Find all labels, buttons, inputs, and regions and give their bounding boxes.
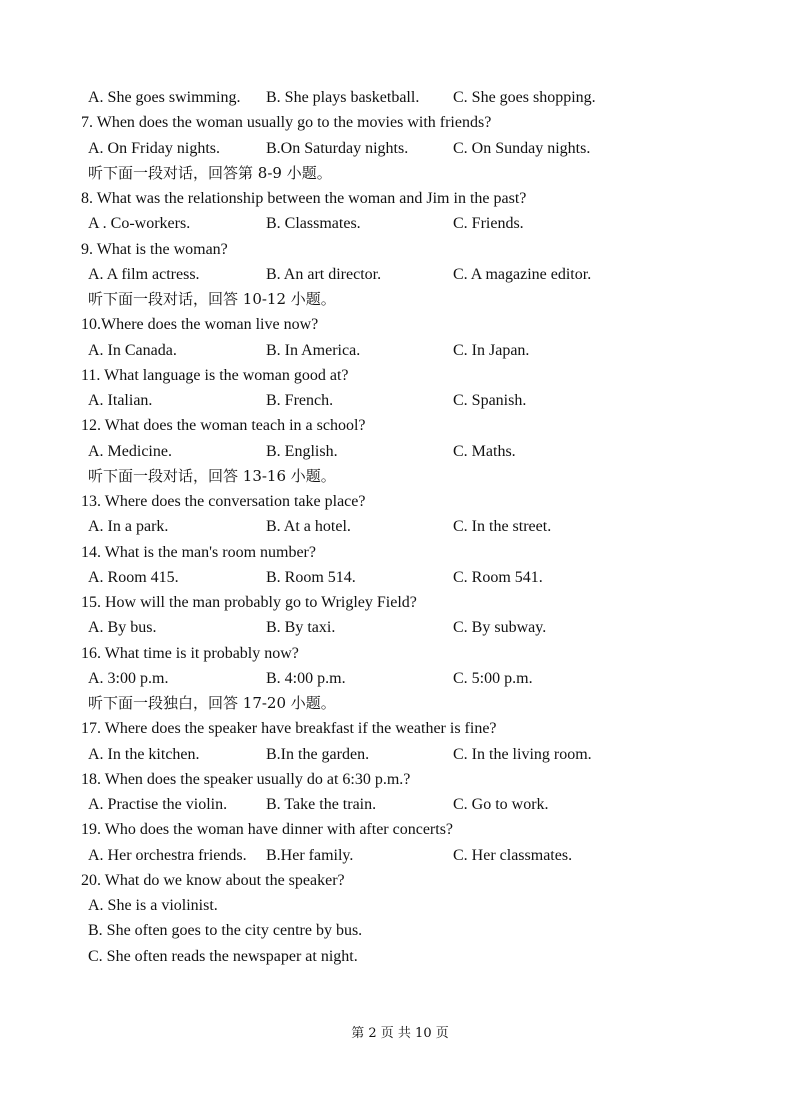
option-b: B. Room 514.: [266, 568, 356, 586]
question-text: 11. What language is the woman good at?: [81, 366, 349, 384]
option-c: C. Maths.: [453, 442, 516, 460]
question-text: 18. When does the speaker usually do at 6:30 p.m.?: [81, 770, 411, 788]
option-b: B. By taxi.: [266, 619, 336, 637]
option-a: A. Italian.: [88, 392, 153, 409]
options-row: [0, 338, 800, 363]
question-text: 7. When does the woman usually go to the movies with friends?: [81, 114, 492, 132]
question-text: 8. What was the relationship between the woman and Jim in the past?: [81, 190, 527, 207]
option-c: C. Her classmates.: [453, 846, 573, 864]
options-row: [0, 439, 800, 464]
option-a: A. In a park.: [88, 518, 169, 536]
option-b: B. 4:00 p.m.: [266, 669, 346, 687]
question-text: 16. What time is it probably now?: [81, 644, 299, 662]
options-row: [0, 211, 800, 236]
option-c: C. 5:00 p.m.: [453, 669, 533, 687]
option-a: A. Her orchestra friends.: [88, 846, 247, 864]
section-instruction: 听下面一段对话，回答第 8-9 小题。: [88, 163, 332, 182]
question-text: 10.Where does the woman live now?: [81, 316, 319, 334]
option-c: C. A magazine editor.: [453, 265, 592, 283]
option-b: B. English.: [266, 442, 338, 460]
question-text: 12. What does the woman teach in a school?: [81, 417, 366, 435]
options-row: [0, 615, 800, 640]
option-a: A. Medicine.: [88, 442, 172, 460]
option-c: C. Go to work.: [453, 796, 549, 813]
option-b: B. She plays basketball.: [266, 89, 420, 106]
options-row: [0, 666, 800, 691]
option-b: B. At a hotel.: [266, 518, 351, 536]
options-row: [0, 792, 800, 817]
section-instruction: 听下面一段对话，回答 10-12 小题。: [88, 290, 336, 308]
question-text: 20. What do we know about the speaker?: [81, 871, 345, 889]
option-b: B.In the garden.: [266, 745, 370, 763]
section-instruction: 听下面一段对话，回答 13-16 小题。: [88, 466, 336, 485]
question-text: 13. Where does the conversation take place?: [81, 493, 366, 510]
option-b: B. French.: [266, 392, 334, 409]
option-text: C. She often reads the newspaper at night.: [88, 947, 358, 965]
option-c: C. Room 541.: [453, 568, 543, 586]
options-row: [0, 262, 800, 287]
option-b: B. An art director.: [266, 265, 382, 283]
option-a: A. On Friday nights.: [88, 139, 220, 157]
section-instruction: 听下面一段独白，回答 17-20 小题。: [88, 694, 336, 712]
option-a: A. A film actress.: [88, 265, 200, 283]
option-a: A . Co-workers.: [88, 215, 191, 233]
option-line: [0, 893, 800, 918]
option-c: C. By subway.: [453, 619, 547, 637]
option-a: A. 3:00 p.m.: [88, 669, 169, 687]
option-a: A. Practise the violin.: [88, 796, 228, 813]
option-text: A. She is a violinist.: [88, 897, 218, 914]
question-text: 15. How will the man probably go to Wrigley Field?: [81, 594, 417, 611]
question-text: 14. What is the man's room number?: [81, 543, 316, 561]
option-a: A. In the kitchen.: [88, 745, 200, 763]
option-b: B. In America.: [266, 341, 361, 359]
option-b: B. Take the train.: [266, 796, 377, 813]
option-c: C. In Japan.: [453, 341, 530, 359]
options-row: [0, 843, 800, 868]
option-c: C. Friends.: [453, 215, 524, 233]
option-c: C. In the street.: [453, 518, 552, 536]
option-a: A. By bus.: [88, 619, 157, 637]
question-text: 19. Who does the woman have dinner with after concerts?: [81, 821, 454, 839]
option-a: A. In Canada.: [88, 341, 177, 359]
option-b: B. Classmates.: [266, 215, 361, 233]
options-row: [0, 565, 800, 590]
option-line: [0, 944, 800, 969]
options-row: [0, 136, 800, 161]
question-text: 17. Where does the speaker have breakfast if the weather is fine?: [81, 720, 497, 738]
question-text: 9. What is the woman?: [81, 240, 228, 258]
options-row: [0, 388, 800, 413]
option-c: C. On Sunday nights.: [453, 139, 591, 157]
option-b: B.Her family.: [266, 846, 354, 864]
option-a: A. She goes swimming.: [88, 89, 241, 106]
option-text: B. She often goes to the city centre by bus.: [88, 922, 363, 940]
options-row: [0, 85, 800, 110]
option-b: B.On Saturday nights.: [266, 139, 409, 157]
option-line: [0, 918, 800, 943]
page-footer: 第 2 页 共 10 页: [351, 1026, 449, 1041]
option-c: C. Spanish.: [453, 392, 527, 409]
options-row: [0, 514, 800, 539]
option-c: C. In the living room.: [453, 745, 592, 763]
option-c: C. She goes shopping.: [453, 89, 596, 106]
option-a: A. Room 415.: [88, 568, 179, 586]
options-row: [0, 742, 800, 767]
